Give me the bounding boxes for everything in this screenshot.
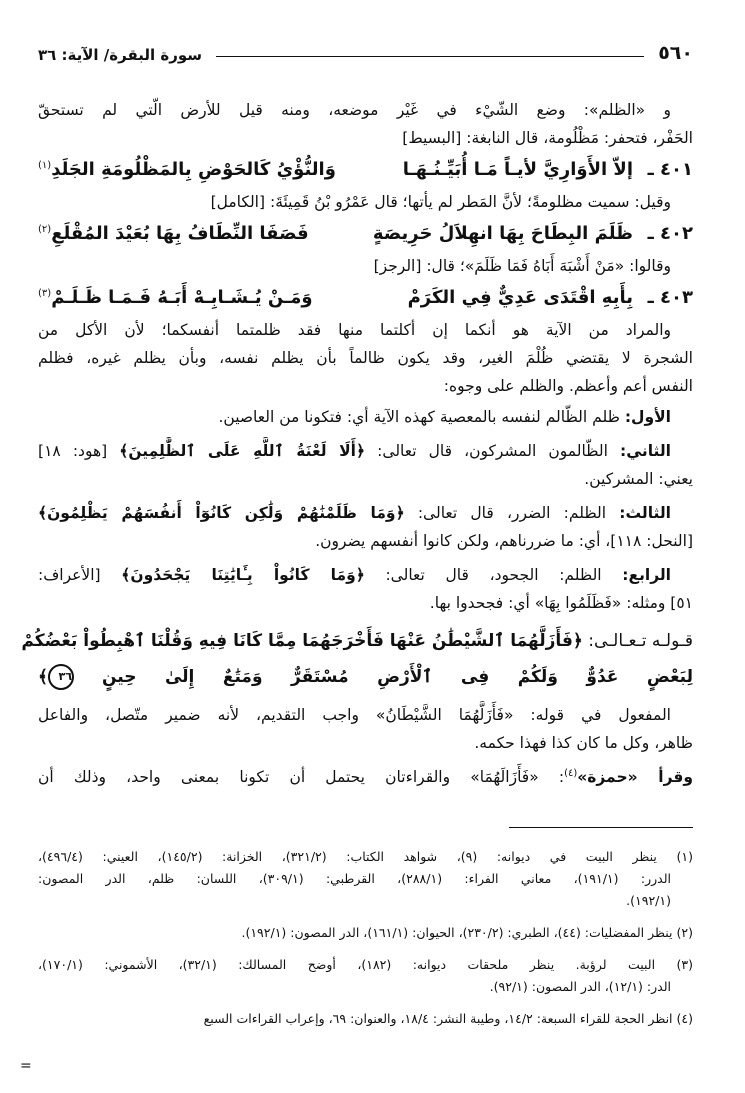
ayah-line-2	[38, 659, 693, 695]
footnote-line: (٢) ينظر المفضليات: (٤٤)، الطبري: (٢٣٠/٢)، الحيوان: (١٦١/١)، الدر المصون: (١٩٢/١).	[241, 925, 693, 940]
text-line: ٥١] ومثله: «فَظَلَمُوا بِهَا» أي: فجحدوا بها.	[429, 594, 693, 612]
page-header	[38, 34, 693, 64]
footnote-line: (١٩٢/١).	[626, 893, 671, 908]
text-line: النفس أعم وأعظم. والظلم على وجوه:	[443, 377, 693, 395]
meaning-text: ظلم الظّالم لنفسه بالمعصية كهذه الآية أي: فتكونا من العاصين.	[218, 408, 625, 426]
poetry-verse-401	[38, 152, 693, 188]
quran-quote: ﴿وَمَا ظَلَمْنَٰهُمْ وَلَٰكِن كَانُوٓاْ أَنفُسَهُمْ يَظْلِمُونَ﴾	[38, 504, 405, 522]
poetry-verse-403	[38, 280, 693, 316]
reading-hamza	[38, 763, 693, 791]
text-line: الشجرة لا يقتضي ظُلْمَ الغير، وقد يكون ظالماً بأن يظلم نفسه، وبأن يظلم غيره، فظلم	[38, 349, 693, 367]
verse-number: ٤٠٣ ـ	[647, 287, 693, 308]
header-rule	[216, 56, 644, 57]
meaning-text: الظلم: الجحود، قال تعالى:	[364, 566, 623, 584]
footnote-ref: (٣)	[38, 288, 52, 299]
footnote-ref: (٤)	[564, 767, 578, 779]
meaning-third	[38, 499, 693, 527]
verse-hemistich-first: إلاّ الأَوَارِيَّ لأيـاً مَـا أُبَيِّـنُـهَـا	[402, 159, 633, 180]
quran-quote: ﴿أَلَا لَعْنَةُ ٱللَّهِ عَلَى ٱلظَّٰلِمِينَ﴾	[119, 442, 366, 460]
verse-number: ٤٠١ ـ	[647, 159, 693, 180]
meaning-text: الظّالمون المشركون، قال تعالى:	[365, 442, 621, 460]
verse-hemistich-second	[38, 152, 336, 188]
page-number: ٥٦٠	[658, 42, 693, 64]
quran-reference: [الأعراف:	[38, 566, 122, 584]
quran-reference: [هود: ١٨]	[38, 442, 120, 460]
text-line: و «الظلم»: وضع الشّيْء في غَيْر موضعه، ومنه قيل للأرض الّتي لم تستحقّ	[38, 101, 671, 119]
ayah-text: ﴿فَأَزَلَّهُمَا ٱلشَّيْطَٰنُ عَنْهَا فَأَخْرَجَهُمَا مِمَّا كَانَا فِيهِ وَقُلْنَا ٱهْبِطُواْ بَعْضُكُمْ	[21, 631, 583, 651]
meaning-label: الرابع:	[622, 566, 671, 584]
poetry-verse-402	[38, 216, 693, 252]
meaning-label: الثاني:	[620, 442, 671, 460]
ayah-close-bracket: ﴾	[38, 667, 48, 687]
ayah-text: لِبَعْضٍ عَدُوٌّ وَلَكُمْ فِى ٱلْأَرْضِ مُسْتَقَرٌّ وَمَتَٰعٌ إِلَىٰ حِينٍ	[101, 667, 693, 687]
hemistich-text: وَمَـنْ يُـشَـابِـهْ أَبَـهُ فَـمَـا ظَـلَـمْ	[51, 287, 313, 308]
text-line: وقيل: سميت مظلومةً؛ لأنَّ المَطر لم يأتها؛ قال عَمْرُو بْنُ قَمِيئَةَ: [الكامل]	[210, 193, 671, 211]
meaning-label: الأول:	[624, 408, 671, 426]
text-line: [النحل: ١١٨]، أي: ما ضررناهم، ولكن كانوا أنفسهم يضرون.	[315, 532, 693, 550]
text-line: ظاهر، وكل ما كان كذا فهذا حكمه.	[474, 734, 693, 752]
main-text	[21, 96, 693, 791]
verse-hemistich-second	[38, 216, 309, 252]
quran-quote: ﴿وَمَا كَانُواْ بِـَٔايَٰتِنَا يَجْحَدُونَ﴾	[121, 566, 365, 584]
verse-hemistich-first: بِأَبِهِ اقْتَدَى عَدِيٌّ فِي الكَرَمْ	[407, 287, 633, 308]
text-line: المفعول في قوله: «فَأَزَلَّهُمَا الشَّيْطَانُ» واجب التقديم، لأنه ضمير متّصل، والفاعل	[38, 706, 671, 724]
hemistich-text: وَالنُّؤْيُ كَالحَوْضِ بِالمَظْلُومَةِ الجَلَدِ	[51, 159, 336, 180]
reader-name: وقرأ «حمزة»	[577, 768, 693, 786]
continuation-mark: =	[20, 1058, 32, 1074]
text-line: وقالوا: «مَنْ أَشْبَهَ أَبَاهُ فَمَا ظَلَمَ»؛ قال: [الرجز]	[373, 257, 671, 275]
text-line: الحَفْر، فتحفر: مَظْلُومة، قال النابغة: [البسيط]	[402, 129, 693, 147]
verse-number: ٤٠٢ ـ	[647, 223, 693, 244]
text-line: يعني: المشركين.	[584, 470, 693, 488]
running-title: سورة البقرة/ الآية: ٣٦	[38, 46, 203, 64]
reading-text: : «فَأَزَالَهُمَا» والقراءتان يحتمل أن تكونا بمعنى واحد، وذلك أن	[38, 768, 565, 786]
meaning-label: الثالث:	[619, 504, 671, 522]
footnote-line: الدر: (١٢/١)، الدر المصون: (٩٢/١).	[489, 979, 671, 994]
ayah-number-mark: ٣٦	[48, 664, 74, 690]
footnote-line: (١) ينظر البيت في ديوانه: (٩)، شواهد الكتاب: (٣٢١/٢)، الخزانة: (١٤٥/٢)، العيني: (٤٩٦/٤)،	[38, 849, 693, 864]
meaning-text: الظلم: الضرر، قال تعالى:	[404, 504, 620, 522]
meaning-fourth	[38, 561, 693, 589]
text-line: والمراد من الآية هو أنكما إن أكلتما منها فقد ظلمتما أنفسكما؛ لأن الأكل من	[38, 321, 671, 339]
meaning-first	[38, 403, 693, 431]
footnote-line: الدرر: (١٩١/١)، معاني الفراء: (٢٨٨/١)، القرطبي: (٣٠٩/١)، اللسان: ظلم، الدر المصون:	[38, 871, 672, 886]
ayah-line-1	[21, 623, 693, 659]
footnote-line: (٤) انظر الحجة للقراء السبعة: ١٤/٢، وطيبة النشر: ١٨/٤، والعنوان: ٦٩، وإعراب القراءات السبع	[203, 1011, 693, 1026]
footnote-line: (٣) البيت لرؤبة. ينظر ملحقات ديوانه: (١٨٢)، أوضح المسالك: (٣٢/١)، الأشموني: (١٧٠/١)،	[38, 957, 693, 972]
meaning-second	[38, 437, 693, 465]
hemistich-text: فَصَفَا النِّطَافُ بِهَا بُعَيْدَ المُقْلَعِ	[51, 223, 309, 244]
footnotes	[38, 846, 693, 1030]
footnote-ref: (٢)	[38, 224, 52, 235]
verse-hemistich-first: ظَلَمَ البِطَاحَ بِهَا انهِلاَلُ حَرِيصَةٍ	[372, 223, 633, 244]
ayah-intro: قـولـه تـعـالـى:	[582, 631, 693, 651]
footnote-ref: (١)	[38, 160, 52, 171]
verse-hemistich-second	[38, 280, 313, 316]
footnote-divider	[509, 827, 693, 828]
